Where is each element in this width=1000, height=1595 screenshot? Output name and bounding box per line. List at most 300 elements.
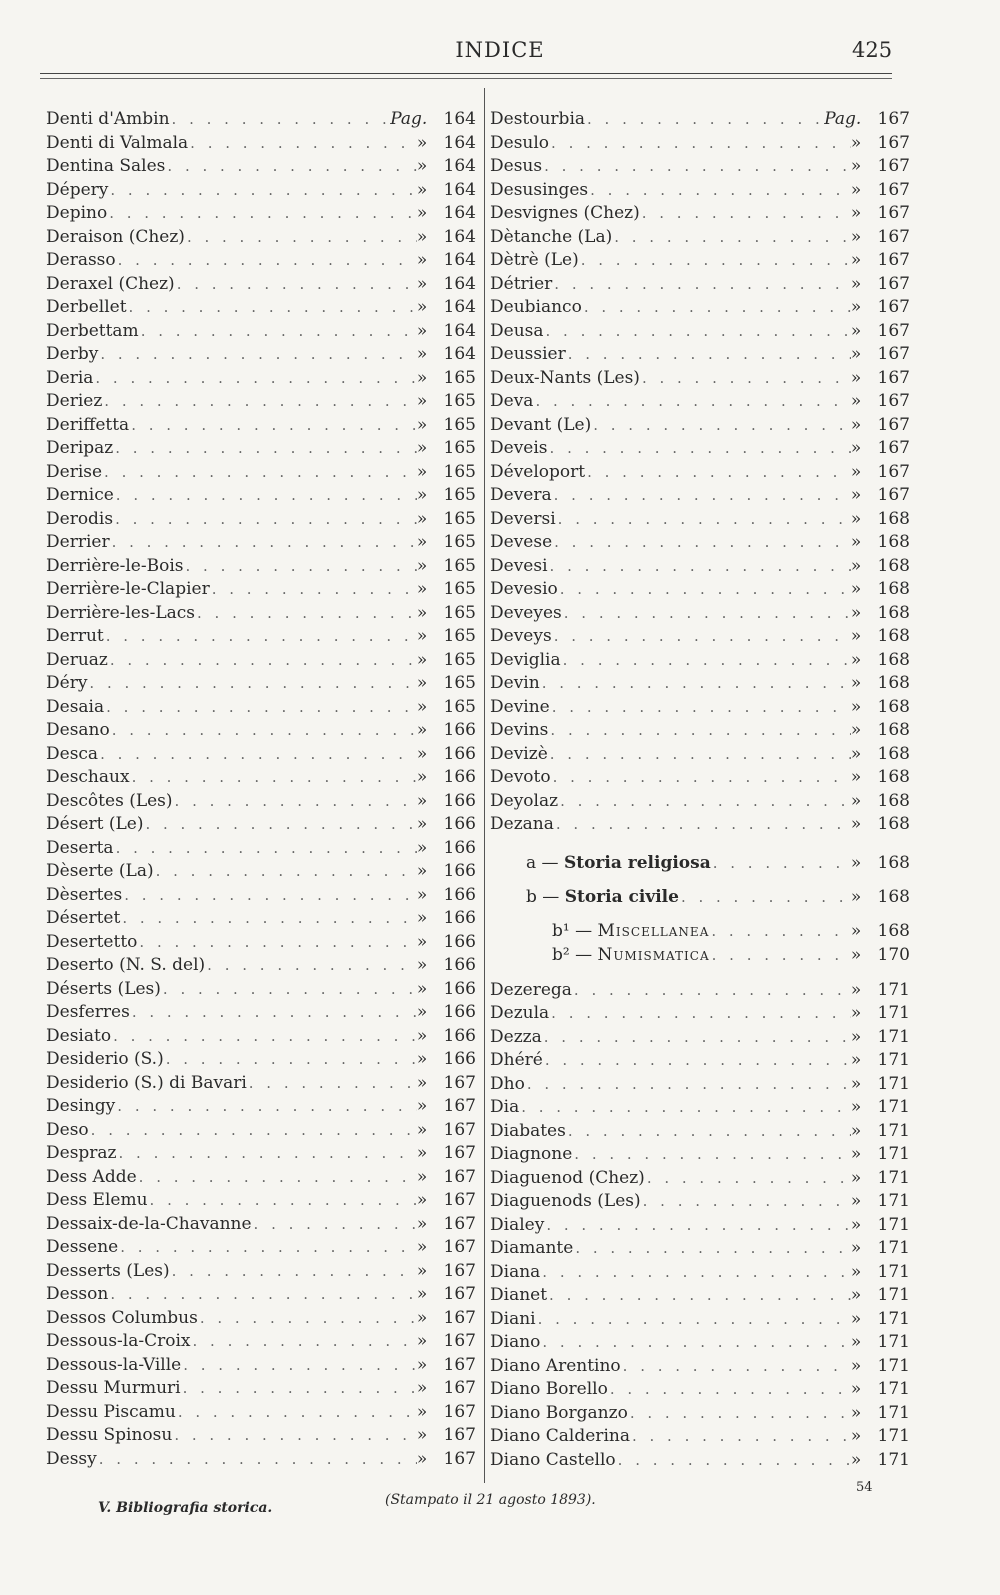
ditto-mark: » bbox=[416, 579, 428, 599]
entry-page-ref bbox=[851, 132, 910, 156]
entry-page-ref bbox=[851, 1026, 910, 1050]
page-number-value: 167 bbox=[443, 1425, 476, 1445]
entry-page-ref bbox=[851, 1355, 910, 1379]
ditto-mark: » bbox=[850, 1167, 862, 1188]
leader-dots bbox=[561, 649, 851, 673]
entry-page-ref bbox=[390, 108, 476, 132]
index-entry bbox=[46, 1048, 476, 1072]
ditto-mark: » bbox=[416, 555, 428, 576]
entry-page-ref bbox=[851, 226, 910, 250]
entry-page-ref bbox=[417, 343, 476, 367]
index-entry bbox=[490, 1284, 910, 1308]
entry-name: Diamante bbox=[490, 1238, 574, 1258]
leader-dots bbox=[572, 1143, 851, 1167]
page-number-value: 171 bbox=[877, 1120, 910, 1141]
index-entry bbox=[490, 790, 910, 814]
leader-dots bbox=[554, 813, 851, 837]
entry-page-ref bbox=[417, 719, 476, 743]
leader-dots bbox=[108, 1283, 417, 1307]
page-number-value: 167 bbox=[443, 1213, 476, 1234]
index-entry bbox=[490, 1355, 910, 1379]
entry-name: Deriez bbox=[46, 391, 103, 411]
entry-name: Dho bbox=[490, 1073, 525, 1094]
leader-dots bbox=[93, 367, 417, 391]
page-number-value: 165 bbox=[443, 626, 476, 646]
ditto-mark: » bbox=[850, 414, 862, 435]
ditto-mark: » bbox=[850, 673, 862, 693]
section-dash: — bbox=[575, 944, 593, 965]
index-entry bbox=[46, 1001, 476, 1025]
ditto-mark: » bbox=[416, 1378, 428, 1398]
leader-dots bbox=[558, 790, 851, 814]
leader-dots bbox=[104, 696, 417, 720]
index-column-right bbox=[490, 108, 910, 1472]
leader-dots bbox=[548, 555, 851, 579]
entry-page-ref bbox=[417, 437, 476, 461]
page-number-value: 167 bbox=[443, 1401, 476, 1422]
ditto-mark: » bbox=[416, 1331, 428, 1351]
page-number-value: 166 bbox=[443, 837, 476, 858]
index-entry bbox=[490, 766, 910, 790]
leader-dots bbox=[552, 273, 851, 297]
leader-dots bbox=[122, 884, 417, 908]
entry-name: Deversi bbox=[490, 508, 556, 529]
page-number-value: 167 bbox=[443, 1166, 476, 1187]
entry-name: Dessu Spinosu bbox=[46, 1425, 173, 1445]
leader-dots bbox=[110, 719, 417, 743]
entry-page-ref bbox=[851, 602, 910, 626]
entry-name: Dèsertes bbox=[46, 884, 123, 905]
entry-name: Devins bbox=[490, 720, 549, 740]
leader-dots bbox=[540, 672, 851, 696]
ditto-mark: » bbox=[416, 1166, 428, 1187]
index-entry bbox=[46, 132, 476, 156]
page-number-value: 167 bbox=[877, 109, 910, 129]
entry-page-ref bbox=[851, 813, 910, 837]
entry-name: Deraxel (Chez) bbox=[46, 273, 175, 294]
ditto-mark: » bbox=[850, 367, 862, 388]
leader-dots bbox=[87, 672, 417, 696]
ditto-mark: » bbox=[416, 273, 428, 294]
entry-page-ref bbox=[417, 1354, 476, 1378]
index-entry bbox=[46, 320, 476, 344]
leader-dots bbox=[540, 1331, 851, 1355]
index-entry bbox=[46, 1354, 476, 1378]
index-entry bbox=[46, 508, 476, 532]
index-entry bbox=[46, 602, 476, 626]
page-number-value: 166 bbox=[443, 931, 476, 952]
entry-page-ref bbox=[851, 390, 910, 414]
index-column-left bbox=[46, 108, 476, 1471]
index-entry bbox=[490, 1449, 910, 1473]
entry-page-ref bbox=[417, 743, 476, 767]
page-number-value: 167 bbox=[877, 438, 910, 458]
leader-dots bbox=[184, 555, 417, 579]
index-entry bbox=[490, 578, 910, 602]
entry-name: Déveloport bbox=[490, 461, 586, 482]
leader-dots bbox=[114, 837, 417, 861]
entry-page-ref bbox=[851, 414, 910, 438]
page-number-value: 167 bbox=[877, 461, 910, 482]
ditto-mark: » bbox=[416, 626, 428, 646]
entry-name: Desvignes (Chez) bbox=[490, 203, 640, 223]
page-number-value: 164 bbox=[443, 297, 476, 317]
leader-dots bbox=[544, 1214, 851, 1238]
entry-page-ref bbox=[851, 1284, 910, 1308]
entry-page-ref bbox=[417, 813, 476, 837]
ditto-mark: » bbox=[416, 532, 428, 552]
leader-dots bbox=[115, 1095, 417, 1119]
page-number-value: 171 bbox=[877, 1332, 910, 1352]
index-entry bbox=[46, 1142, 476, 1166]
entry-name: Deveyes bbox=[490, 602, 562, 623]
page-number-value: 171 bbox=[877, 1026, 910, 1047]
entry-page-ref bbox=[851, 1143, 910, 1167]
page-number-value: 168 bbox=[877, 814, 910, 834]
entry-page-ref bbox=[417, 1377, 476, 1401]
entry-page-ref bbox=[417, 508, 476, 532]
entry-name: Deveys bbox=[490, 626, 552, 646]
index-entry bbox=[46, 1025, 476, 1049]
page-number-value: 171 bbox=[877, 1073, 910, 1094]
index-entry bbox=[46, 1213, 476, 1237]
index-entry bbox=[46, 954, 476, 978]
leader-dots bbox=[114, 484, 417, 508]
index-entry bbox=[46, 296, 476, 320]
entry-page-ref bbox=[851, 1425, 910, 1449]
index-entry bbox=[490, 696, 910, 720]
entry-name: Dessaix-de-la-Chavanne bbox=[46, 1213, 252, 1234]
entry-name: Diaguenods (Les) bbox=[490, 1191, 641, 1211]
ditto-mark: » bbox=[850, 1050, 862, 1070]
leader-dots bbox=[544, 320, 851, 344]
entry-name: Desiderio (S.) bbox=[46, 1049, 164, 1069]
page-number-value: 168 bbox=[877, 602, 910, 623]
section-page: » 170 bbox=[850, 944, 910, 965]
index-entry bbox=[46, 1095, 476, 1119]
entry-page-ref bbox=[851, 1073, 910, 1097]
index-entry bbox=[490, 1214, 910, 1238]
ditto-mark: » bbox=[850, 1191, 862, 1211]
page-number-value: 165 bbox=[443, 579, 476, 599]
leader-dots bbox=[566, 1120, 851, 1144]
page-number-value: 166 bbox=[443, 955, 476, 975]
leader-dots bbox=[247, 1072, 417, 1096]
entry-page-ref bbox=[851, 790, 910, 814]
page-number-value: 167 bbox=[877, 414, 910, 435]
page-number-value: 167 bbox=[443, 1190, 476, 1210]
entry-name: Desulo bbox=[490, 132, 550, 153]
leader-dots bbox=[127, 296, 417, 320]
entry-name: Diano bbox=[490, 1332, 541, 1352]
entry-name: Derby bbox=[46, 344, 99, 364]
leader-dots bbox=[711, 854, 851, 872]
entry-page-ref bbox=[851, 320, 910, 344]
page-number-value: 167 bbox=[443, 1284, 476, 1304]
leader-dots bbox=[98, 743, 417, 767]
ditto-mark: » bbox=[850, 1120, 862, 1141]
entry-name: Devoto bbox=[490, 767, 551, 787]
index-entry bbox=[46, 1119, 476, 1143]
entry-page-ref bbox=[417, 1283, 476, 1307]
entry-page-ref bbox=[851, 155, 910, 179]
entry-name: Dessous-la-Ville bbox=[46, 1354, 182, 1375]
entry-name: Derrut bbox=[46, 626, 104, 646]
ditto-mark: » bbox=[416, 179, 428, 200]
ditto-mark: » bbox=[416, 720, 428, 740]
leader-dots bbox=[188, 132, 417, 156]
entry-name: Deveis bbox=[490, 438, 548, 458]
leader-dots bbox=[536, 1308, 851, 1332]
ditto-mark: » bbox=[416, 837, 428, 858]
index-entry bbox=[46, 578, 476, 602]
index-entry bbox=[490, 390, 910, 414]
index-entry bbox=[490, 1143, 910, 1167]
entry-name: Diabates bbox=[490, 1120, 566, 1141]
index-entry bbox=[46, 978, 476, 1002]
entry-name: Deviglia bbox=[490, 649, 561, 670]
ditto-mark: » bbox=[850, 1308, 862, 1329]
page-number-value: 168 bbox=[877, 649, 910, 670]
index-entry bbox=[490, 343, 910, 367]
leader-dots bbox=[640, 367, 851, 391]
page-number-value: 167 bbox=[443, 1072, 476, 1093]
entry-page-ref bbox=[417, 1119, 476, 1143]
index-entry bbox=[46, 367, 476, 391]
ditto-mark: » bbox=[850, 1238, 862, 1258]
index-entry bbox=[490, 555, 910, 579]
index-entry bbox=[46, 273, 476, 297]
index-entry bbox=[46, 1401, 476, 1425]
leader-dots bbox=[104, 625, 417, 649]
ditto-mark: » bbox=[416, 156, 428, 176]
index-entry bbox=[490, 649, 910, 673]
entry-page-ref bbox=[851, 1190, 910, 1214]
ditto-mark: » bbox=[850, 273, 862, 294]
index-entry bbox=[490, 813, 910, 837]
page-number-value: 168 bbox=[877, 555, 910, 576]
leader-dots bbox=[641, 1190, 851, 1214]
page-number-value: 164 bbox=[443, 344, 476, 364]
leader-dots bbox=[547, 1284, 851, 1308]
leader-dots bbox=[533, 390, 850, 414]
leader-dots bbox=[551, 766, 851, 790]
entry-page-ref bbox=[851, 1237, 910, 1261]
index-entry bbox=[46, 790, 476, 814]
index-entry bbox=[490, 461, 910, 485]
page-number-value: 166 bbox=[443, 908, 476, 928]
leader-dots bbox=[176, 1401, 417, 1425]
index-entry bbox=[46, 1307, 476, 1331]
index-entry bbox=[46, 907, 476, 931]
ditto-mark: » bbox=[850, 602, 862, 623]
index-entry bbox=[46, 461, 476, 485]
leader-dots bbox=[170, 1260, 417, 1284]
ditto-mark: » bbox=[416, 1448, 428, 1469]
page-number-value: 167 bbox=[443, 1307, 476, 1328]
page-number-value: 166 bbox=[443, 1049, 476, 1069]
entry-page-ref bbox=[851, 743, 910, 767]
entry-name: Dépery bbox=[46, 179, 109, 200]
leader-dots bbox=[143, 813, 416, 837]
leader-dots bbox=[198, 1307, 417, 1331]
index-entry bbox=[490, 508, 910, 532]
entry-name: Depino bbox=[46, 203, 108, 223]
entry-page-ref bbox=[417, 1213, 476, 1237]
leader-dots bbox=[549, 1002, 851, 1026]
page-number-value: 171 bbox=[877, 1214, 910, 1235]
leader-dots bbox=[548, 437, 851, 461]
leader-dots bbox=[630, 1425, 851, 1449]
ditto-mark: » bbox=[416, 508, 428, 529]
ditto-mark: » bbox=[416, 344, 428, 364]
page-number-value: 168 bbox=[877, 579, 910, 599]
page-number-value: 166 bbox=[443, 978, 476, 999]
leader-dots bbox=[709, 922, 851, 940]
entry-name: Derise bbox=[46, 461, 103, 482]
section-label: Miscellanea bbox=[597, 920, 710, 941]
ditto-mark: » bbox=[416, 485, 428, 505]
ditto-mark: » bbox=[850, 179, 862, 200]
entry-name: Devine bbox=[490, 696, 550, 717]
leader-dots bbox=[612, 226, 851, 250]
index-entry bbox=[46, 202, 476, 226]
ditto-mark: » bbox=[416, 1143, 428, 1163]
entry-page-ref bbox=[417, 1448, 476, 1472]
entry-name: Dess Elemu bbox=[46, 1190, 148, 1210]
index-entry bbox=[46, 696, 476, 720]
entry-name: Diano Borganzo bbox=[490, 1402, 628, 1423]
ditto-mark: » bbox=[850, 743, 862, 764]
ditto-mark: » bbox=[416, 1190, 428, 1210]
leader-dots bbox=[572, 979, 851, 1003]
ditto-mark: » bbox=[850, 579, 862, 599]
page-number-value: 166 bbox=[443, 743, 476, 764]
entry-page-ref bbox=[851, 1214, 910, 1238]
ditto-mark: » bbox=[850, 391, 862, 411]
ditto-mark: » bbox=[416, 226, 428, 247]
entry-page-ref bbox=[851, 273, 910, 297]
index-entry bbox=[46, 1072, 476, 1096]
index-list-right-bottom bbox=[490, 979, 910, 1473]
leader-dots bbox=[550, 696, 851, 720]
index-entry bbox=[490, 1167, 910, 1191]
leader-dots bbox=[181, 1377, 417, 1401]
ditto-mark: » bbox=[416, 1354, 428, 1375]
section-dash: — bbox=[575, 920, 593, 941]
page-number-value: 167 bbox=[443, 1237, 476, 1257]
ditto-mark: » bbox=[416, 602, 428, 623]
entry-name: Diagnone bbox=[490, 1144, 573, 1164]
page-number-value: 171 bbox=[877, 1050, 910, 1070]
entry-page-ref bbox=[417, 367, 476, 391]
page-number-value: 164 bbox=[443, 320, 476, 341]
entry-page-ref bbox=[417, 296, 476, 320]
page-number-value: 168 bbox=[877, 790, 910, 811]
index-entry bbox=[490, 179, 910, 203]
entry-page-ref bbox=[851, 508, 910, 532]
page-number-value: 165 bbox=[443, 391, 476, 411]
entry-name: Denti di Valmala bbox=[46, 132, 189, 153]
entry-page-ref bbox=[851, 719, 910, 743]
ditto-mark: » bbox=[850, 132, 862, 153]
ditto-mark: » bbox=[416, 790, 428, 811]
index-entry bbox=[490, 1402, 910, 1426]
ditto-mark: » bbox=[850, 979, 862, 1000]
index-list-right-top bbox=[490, 108, 910, 837]
index-entry bbox=[46, 390, 476, 414]
section-letter: b² bbox=[552, 944, 570, 965]
leader-dots bbox=[562, 602, 851, 626]
entry-name: Diana bbox=[490, 1261, 541, 1282]
ditto-mark: » bbox=[850, 1285, 862, 1305]
leader-dots bbox=[566, 343, 851, 367]
leader-dots bbox=[102, 461, 417, 485]
entry-page-ref bbox=[417, 860, 476, 884]
index-entry bbox=[46, 837, 476, 861]
page-number-value: 164 bbox=[443, 250, 476, 270]
page-number-value: 164 bbox=[443, 226, 476, 247]
ditto-mark: » bbox=[416, 1307, 428, 1328]
entry-name: Diano Arentino bbox=[490, 1355, 621, 1376]
entry-page-ref bbox=[851, 1261, 910, 1285]
entry-name: Dianet bbox=[490, 1285, 548, 1305]
entry-page-ref bbox=[417, 625, 476, 649]
page-number-value: 168 bbox=[877, 508, 910, 529]
leader-dots bbox=[519, 1096, 851, 1120]
section-label: Storia civile bbox=[564, 886, 679, 907]
index-entry bbox=[490, 414, 910, 438]
ditto-mark: » bbox=[416, 461, 428, 482]
entry-page-ref bbox=[851, 296, 910, 320]
entry-name: Derodis bbox=[46, 508, 114, 529]
page-number-value: 168 bbox=[877, 532, 910, 552]
index-entry bbox=[46, 179, 476, 203]
page-number-value: 167 bbox=[443, 1331, 476, 1351]
entry-name: Descôtes (Les) bbox=[46, 790, 173, 811]
entry-page-ref bbox=[417, 649, 476, 673]
ditto-mark: » bbox=[850, 720, 862, 740]
index-entry bbox=[490, 672, 910, 696]
index-entry bbox=[46, 484, 476, 508]
entry-page-ref bbox=[417, 1025, 476, 1049]
ditto-mark: » bbox=[850, 297, 862, 317]
leader-dots bbox=[117, 1142, 417, 1166]
page-number-value: 166 bbox=[443, 1002, 476, 1022]
entry-page-ref bbox=[417, 1095, 476, 1119]
leader-dots bbox=[548, 743, 851, 767]
entry-page-ref bbox=[851, 696, 910, 720]
page-number-value: 165 bbox=[443, 367, 476, 388]
ditto-mark: » bbox=[850, 250, 862, 270]
page-number-value: 167 bbox=[443, 1448, 476, 1469]
leader-dots bbox=[107, 202, 417, 226]
ditto-mark: » bbox=[416, 391, 428, 411]
ditto-mark: » bbox=[850, 1073, 862, 1094]
leader-dots bbox=[556, 508, 851, 532]
page-number-value: 165 bbox=[443, 508, 476, 529]
page-number-value: 167 bbox=[877, 132, 910, 153]
entry-name: Diano Castello bbox=[490, 1449, 616, 1470]
section-page: » 168 bbox=[850, 852, 910, 873]
entry-page-ref bbox=[851, 979, 910, 1003]
entry-name: Détrier bbox=[490, 273, 553, 294]
leader-dots bbox=[628, 1402, 851, 1426]
entry-name: Desiderio (S.) di Bavari bbox=[46, 1072, 247, 1093]
section-dash: — bbox=[542, 886, 560, 907]
ditto-mark: » bbox=[416, 1425, 428, 1445]
leader-dots bbox=[148, 1189, 417, 1213]
